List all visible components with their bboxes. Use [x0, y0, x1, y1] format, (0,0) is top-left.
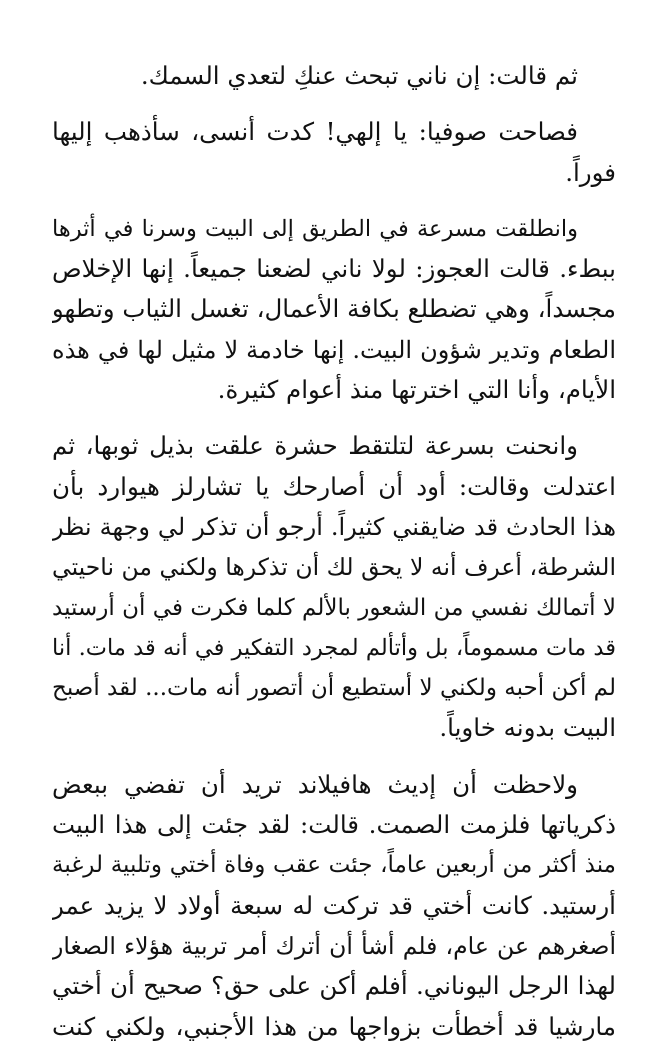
text-line: أرستيد. كانت أختي قد تركت له سبعة أولاد لا يزيد عمر — [52, 890, 616, 920]
text-line: مارشيا قد أخطأت بزواجها من هذا الأجنبي، ولكني كنت — [52, 1011, 616, 1041]
text-line: أصغرهم عن عام، فلم أشأ أن أترك أمر تربية هؤلاء الصغار — [52, 931, 616, 960]
text-line: قد مات مسموماً، بل وأتألم لمجرد التفكير في أنه قد مات. أنا — [52, 634, 616, 661]
text-line: اعتدلت وقالت: أود أن أصارحك يا تشارلز هيوارد بأن — [52, 471, 616, 501]
text-line: وانطلقت مسرعة في الطريق إلى البيت وسرنا في أثرها — [52, 215, 578, 242]
text-line: لا أتمالك نفسي من الشعور بالألم كلما فكرت في أن أرستيد — [52, 594, 616, 621]
text-line: ولاحظت أن إديث هافيلاند تريد أن تفضي ببعض — [52, 769, 578, 799]
text-line: الشرطة، أعرف أنه لا يحق لك أن تذكرها ولكني من ناحيتي — [52, 553, 616, 582]
text-line: فصاحت صوفيا: يا إلهي! كدت أنسى، سأذهب إليها — [52, 117, 578, 147]
paragraph-4 — [52, 426, 616, 748]
text-line: مجسداً، وهي تضطلع بكافة الأعمال، تغسل الثياب وتطهو — [52, 294, 616, 324]
text-line: هذا الحادث قد ضايقني كثيراً. أرجو أن تذكر لي وجهة نظر — [52, 512, 616, 541]
paragraph-2 — [52, 112, 616, 193]
text-line: منذ أكثر من أربعين عاماً، جئت عقب وفاة أختي وتلبية لرغبة — [52, 852, 616, 879]
text-line: الأيام، وأنا التي اخترتها منذ أعوام كثيرة. — [217, 375, 616, 405]
text-line: ذكرياتها فلزمت الصمت. قالت: لقد جئت إلى هذا البيت — [52, 810, 616, 840]
book-page — [52, 56, 616, 1063]
text-line: الطعام وتدير شؤون البيت. إنها خادمة لا مثيل لها في هذه — [52, 335, 616, 364]
text-line: البيت بدونه خاوياً. — [439, 713, 616, 743]
text-line: وانحنت بسرعة لتلتقط حشرة علقت بذيل ثوبها، ثم — [52, 431, 578, 461]
paragraph-3 — [52, 209, 616, 410]
text-line: ثم قالت: إن ناني تبحث عنكِ لتعدي السمك. — [140, 61, 578, 90]
paragraph-1 — [52, 56, 616, 96]
paragraph-5 — [52, 765, 616, 1047]
text-line: فوراً. — [565, 157, 616, 187]
text-line: لهذا الرجل اليوناني. أفلم أكن على حق؟ صحيح أن أختي — [52, 971, 616, 1001]
text-line: ببطء. قالت العجوز: لولا ناني لضعنا جميعاً. إنها الإخلاص — [52, 254, 616, 284]
text-line: لم أكن أحبه ولكني لا أستطيع أن أتصور أنه مات... لقد أصبح — [52, 675, 616, 702]
